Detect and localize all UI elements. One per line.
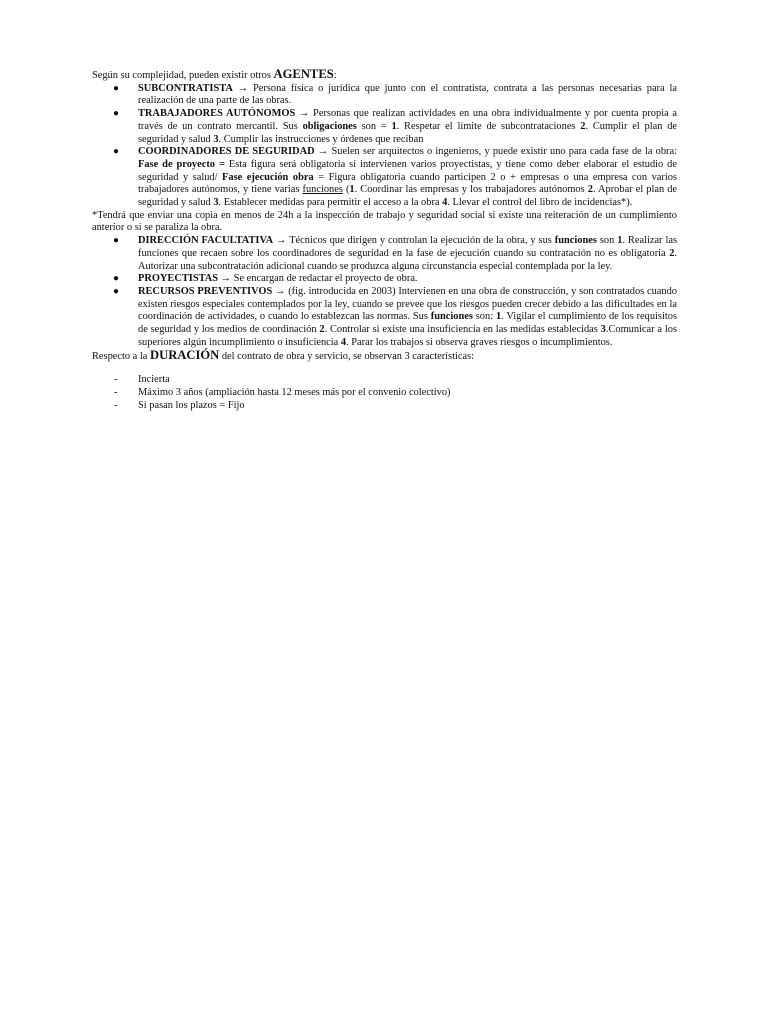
intro-colon: :: [333, 70, 337, 81]
definition-text: Esta figura será obligatoria si intervienen varios proyectistas, y tiene como deber elaborar el estudio de seguridad y salud/: [138, 158, 677, 183]
item-number: 4: [340, 336, 347, 348]
duration-item-text: Si pasan los plazos = Fijo: [138, 399, 245, 411]
arrow-icon: →: [314, 146, 332, 158]
bullet-icon: ●: [113, 146, 120, 158]
definition-proyectistas: Se encargan de redactar el proyecto de obra.: [233, 273, 418, 285]
definition-text: . Respetar el límite de subcontrataciones: [396, 120, 581, 132]
dash-icon: -: [114, 386, 118, 398]
bullet-icon: ●: [113, 108, 120, 120]
definition-text: . Realizar las funciones que recaen sobre los coordinadores de seguridad en la fase de ejecución cuando su contratación no es obligatoria: [138, 235, 677, 259]
duration-heading: DURACIÓN: [150, 348, 220, 363]
item-number: 2: [669, 247, 675, 259]
duration-item-text: Incierta: [138, 374, 170, 386]
bold-keyword: funciones: [430, 311, 473, 323]
bold-keyword: funciones: [554, 235, 597, 247]
dash-icon: -: [114, 399, 118, 411]
duration-paragraph: [92, 349, 677, 364]
item-number: 1: [391, 120, 397, 132]
item-number: 3: [213, 197, 219, 209]
duration-list: [92, 374, 677, 412]
arrow-icon: →: [232, 82, 253, 94]
intro-text: Según su complejidad, pueden existir otros: [92, 70, 274, 81]
definition-text: son: [596, 235, 618, 247]
bold-keyword: Fase ejecución obra: [222, 171, 314, 183]
duration-item-text: Máximo 3 años (ampliación hasta 12 meses más por el convenio colectivo): [138, 386, 451, 398]
list-item: [92, 374, 677, 387]
bullet-icon: ●: [113, 235, 120, 247]
definition-text: Personas que realizan actividades en una obra individualmente y por cuenta propia a través de un contrato mercantil. Sus: [138, 108, 678, 132]
agents-list: [92, 83, 677, 210]
item-number: 4: [442, 197, 448, 209]
document-page: [92, 68, 677, 412]
item-number: 1: [495, 311, 502, 323]
term-recursos-preventivos: RECURSOS PREVENTIVOS: [138, 285, 273, 297]
definition-text: . Cumplir las instrucciones y órdenes que reciban: [218, 133, 424, 145]
item-number: 2: [580, 120, 586, 132]
item-number: 1: [617, 235, 623, 247]
underlined-keyword: funciones: [302, 184, 343, 196]
arrow-icon: →: [272, 285, 289, 297]
arrow-icon: →: [218, 273, 234, 285]
list-item: [92, 400, 677, 413]
list-item-direccion-facultativa: [92, 235, 677, 273]
term-direccion-facultativa: DIRECCIÓN FACULTATIVA: [138, 235, 274, 247]
list-item-coordinadores-seguridad: [92, 146, 677, 210]
agents-list-continued: [92, 235, 677, 349]
definition-subcontratista: Persona física o jurídica que junto con el contratista, contrata a las personas necesarias para la realización de una parte de las obras.: [138, 82, 677, 107]
bold-keyword: Fase de proyecto =: [138, 158, 225, 170]
definition-text: Técnicos que dirigen y controlan la ejecución de la obra, y sus: [289, 235, 555, 247]
arrow-icon: →: [273, 235, 290, 247]
term-subcontratista: SUBCONTRATISTA: [138, 82, 233, 94]
item-number: 1: [349, 184, 355, 196]
dash-icon: -: [114, 374, 118, 386]
definition-text: son:: [472, 311, 496, 323]
definition-text: (: [342, 184, 350, 196]
definition-text: . Autorizar una subcontratación adicional cuando se produzca alguna circunstancia especial contemplada por la ley.: [138, 247, 677, 272]
definition-text: = Figura obligatoria cuando participen 2 o + empresas o una empresa con varios trabajadores autónomos, y tiene varias: [138, 171, 677, 196]
list-item-recursos-preventivos: [92, 286, 677, 350]
definition-text: (fig. introducida en 2003) Intervienen en una obra de construcción, y son contratados cuando existen riesgos especiales contemplados por la ley, cuando se prevee que los riesgos pueden crecer debido a las dificultades en la coordinación de actividades, o cuando lo establezcan las normas. Sus: [138, 285, 677, 323]
duration-text: del contrato de obra y servicio, se observan 3 características:: [219, 351, 475, 363]
definition-text: . Llevar el control del libro de incidencias*).: [447, 197, 633, 209]
bullet-icon: ●: [113, 82, 120, 94]
definition-text: . Coordinar las empresas y los trabajadores autónomos: [354, 184, 588, 196]
term-trabajadores-autonomos: TRABAJADORES AUTÓNOMOS: [138, 108, 296, 120]
bullet-icon: ●: [113, 285, 120, 297]
term-proyectistas: PROYECTISTAS: [138, 273, 219, 285]
agents-heading: AGENTES: [273, 67, 334, 81]
item-number: 2: [319, 324, 325, 336]
definition-text: son =: [356, 120, 392, 132]
item-number: 3: [600, 324, 606, 336]
list-item-subcontratista: [92, 83, 677, 108]
definition-text: . Parar los trabajos si observa graves riesgos o incumplimientos.: [346, 336, 613, 348]
bullet-icon: ●: [113, 273, 120, 285]
intro-paragraph: [92, 68, 677, 83]
list-item-trabajadores-autonomos: [92, 108, 677, 146]
arrow-icon: →: [295, 108, 314, 120]
item-number: 3: [213, 133, 219, 145]
definition-text: . Aprobar el plan de seguridad y salud: [138, 184, 678, 209]
definition-text: . Establecer medidas para permitir el acceso a la obra: [218, 197, 443, 209]
duration-text: Respecto a la: [92, 351, 150, 363]
definition-text: . Cumplir el plan de seguridad y salud: [138, 120, 677, 145]
list-item: [92, 387, 677, 400]
term-coordinadores-seguridad: COORDINADORES DE SEGURIDAD: [138, 146, 315, 158]
item-number: 2: [587, 184, 593, 196]
bold-keyword: obligaciones: [302, 120, 357, 132]
definition-text: Suelen ser arquitectos o ingenieros, y puede existir uno para cada fase de la obra:: [331, 146, 678, 158]
definition-text: . Vigilar el cumplimiento de los requisitos de seguridad y los medios de coordinación: [138, 311, 677, 336]
footnote-paragraph: *Tendrá que enviar una copia en menos de 24h a la inspección de trabajo y seguridad social si existe una reiteración de un cumplimiento anterior o si se paraliza la obra.: [92, 209, 677, 234]
list-item-proyectistas: [92, 273, 677, 286]
definition-text: . Controlar si existe una insuficiencia en las medidas establecidas: [324, 324, 601, 336]
definition-text: .Comunicar a los superiores algún incumplimiento o insuficiencia: [138, 324, 677, 348]
